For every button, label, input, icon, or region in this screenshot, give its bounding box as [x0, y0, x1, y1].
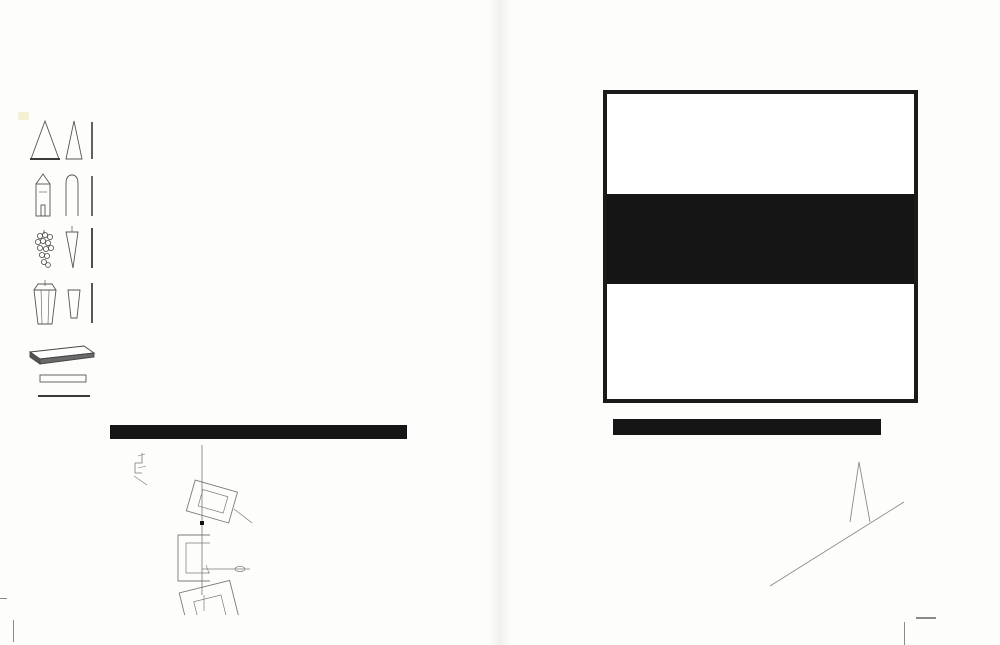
pestalozzi-plate-figure: [603, 90, 918, 403]
body-text: [110, 116, 407, 394]
plate-perspective-rows: [607, 284, 914, 399]
crop-mark: [0, 598, 7, 599]
crop-mark: [904, 622, 905, 645]
crop-mark: [916, 617, 936, 619]
plate-top-figure: [607, 94, 914, 194]
divider-bar-right: [613, 419, 881, 435]
ramsauer-forms-figure: [28, 118, 98, 413]
page-gutter-shadow: [488, 0, 512, 645]
kandinsky-lines-figure: [758, 458, 908, 603]
divider-bar-left: [110, 425, 407, 439]
plate-ruled-grid: [607, 194, 914, 284]
crop-mark: [13, 620, 14, 642]
kukowka-figure: [110, 445, 252, 615]
